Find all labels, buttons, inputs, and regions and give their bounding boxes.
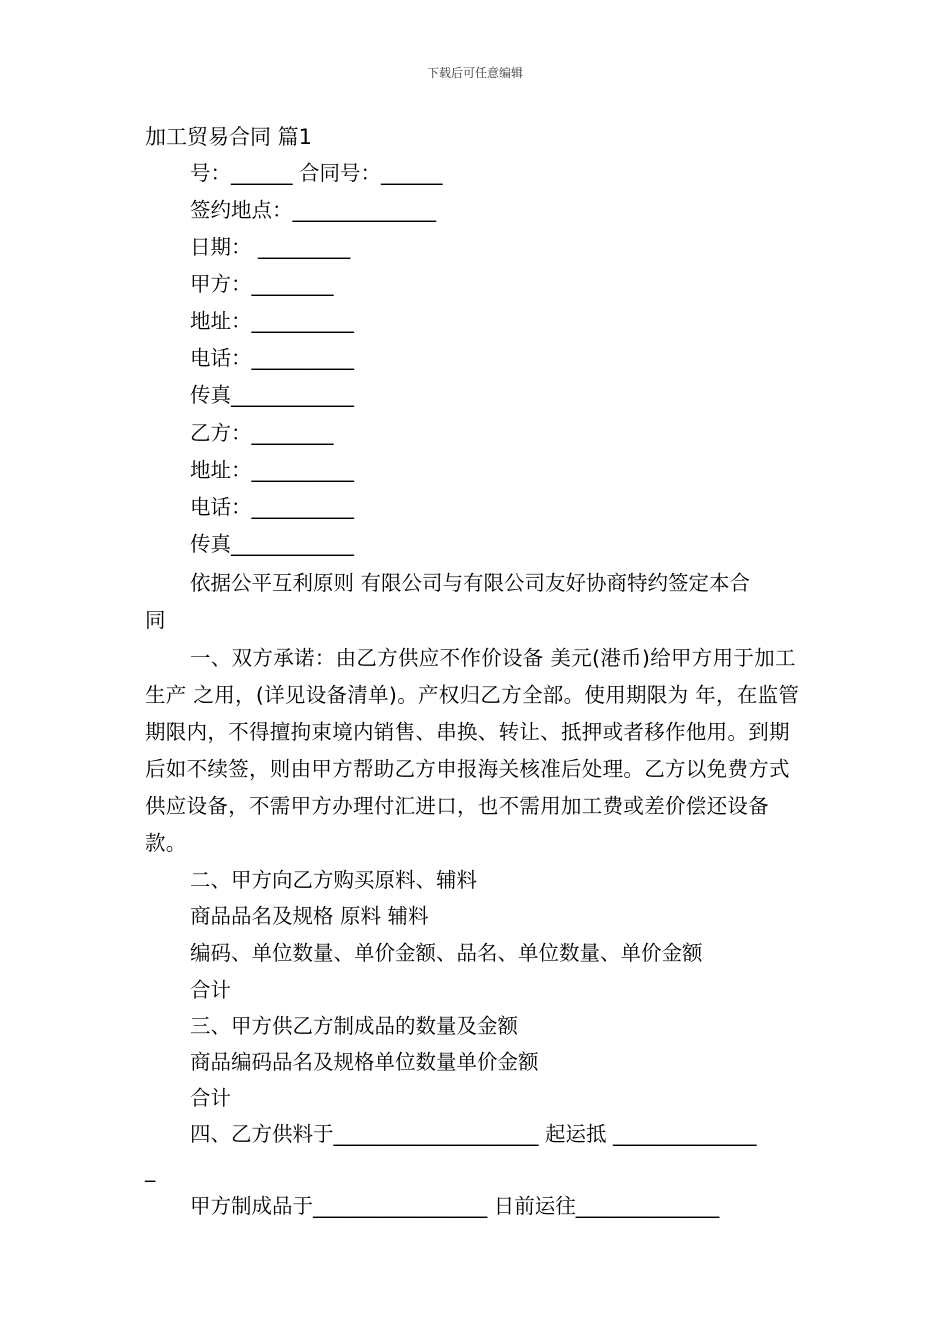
field-party-a-address: 地址：__________ bbox=[190, 309, 354, 333]
field-party-b-fax: 传真____________ bbox=[190, 532, 354, 556]
field-signing-place: 签约地点：______________ bbox=[190, 198, 436, 222]
clause-4-cont: _ bbox=[145, 1158, 156, 1182]
document-title: 加工贸易合同 篇1 bbox=[145, 125, 313, 149]
field-party-b-address: 地址：__________ bbox=[190, 458, 354, 482]
intro-paragraph: 依据公平互利原则 有限公司与有限公司友好协商特约签定本合 bbox=[190, 571, 751, 595]
field-party-a: 甲方：________ bbox=[190, 272, 334, 296]
table-3-columns: 商品编码品名及规格单位数量单价金额 bbox=[190, 1050, 539, 1074]
field-party-b-phone: 电话：__________ bbox=[190, 495, 354, 519]
table-2-total: 合计 bbox=[190, 978, 231, 1002]
clause-4: 四、乙方供料于____________________ 起运抵 ______________ bbox=[190, 1122, 757, 1146]
clause-3: 三、甲方供乙方制成品的数量及金额 bbox=[190, 1014, 518, 1038]
field-date: 日期： _________ bbox=[190, 235, 351, 259]
table-3-total: 合计 bbox=[190, 1086, 231, 1110]
clause-2: 二、甲方向乙方购买原料、辅料 bbox=[190, 868, 477, 892]
field-party-b: 乙方：________ bbox=[190, 421, 334, 445]
clause-4-line-2: 甲方制成品于_________________ 日前运往______________ bbox=[190, 1194, 720, 1218]
table-2-header: 商品品名及规格 原料 辅料 bbox=[190, 904, 429, 928]
page-header: 下载后可任意编辑 bbox=[426, 66, 523, 80]
field-contract-number: 号：______ 合同号：______ bbox=[190, 161, 443, 185]
field-party-a-phone: 电话：__________ bbox=[190, 346, 354, 370]
table-2-columns: 编码、单位数量、单价金额、品名、单位数量、单价金额 bbox=[190, 941, 703, 965]
intro-paragraph-cont: 同 bbox=[145, 608, 166, 632]
field-party-a-fax: 传真____________ bbox=[190, 383, 354, 407]
clause-1: 一、双方承诺：由乙方供应不作价设备 美元(港币)给甲方用于加工生产 之用，(详见设备清单)。产权归乙方全部。使用期限为 年，在监管期限内，不得擅拘束境内销售、串换、转让、抵押或者移作他用。到期后如不续签，则由甲方帮助乙方申报海关核准后处理。乙方以免费方式供应设备，不需甲方办理付汇进口，也不需用加工费或差价偿还设备款。 bbox=[145, 646, 800, 855]
